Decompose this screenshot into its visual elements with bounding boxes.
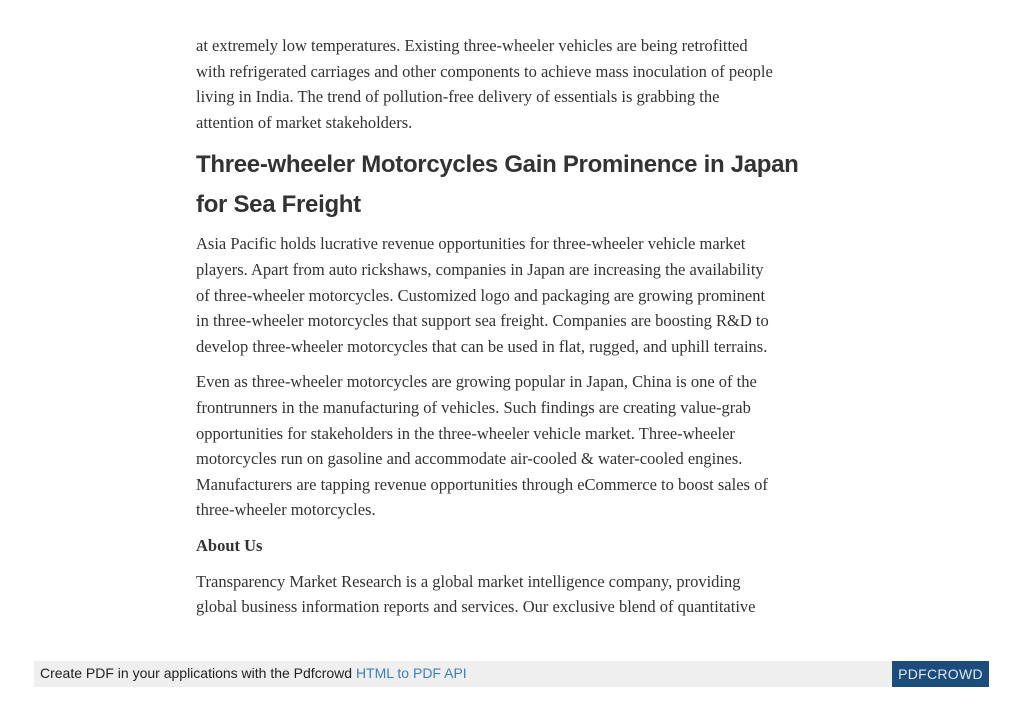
text-line: with refrigerated carriages and other components to achieve mass inoculation of people: [196, 61, 773, 81]
pdfcrowd-footer-bar: [34, 661, 989, 687]
text-line: global business information reports and services. Our exclusive blend of quantitative: [196, 597, 756, 617]
text-line: Even as three-wheeler motorcycles are growing popular in Japan, China is one of the: [196, 372, 757, 392]
text-line: develop three-wheeler motorcycles that can be used in flat, rugged, and uphill terrains.: [196, 336, 768, 356]
text-line: Transparency Market Research is a global market intelligence company, providing: [196, 571, 741, 591]
text-line: three-wheeler motorcycles.: [196, 500, 376, 520]
footer-text: [40, 665, 467, 681]
pdfcrowd-button[interactable]: PDFCROWD: [892, 661, 989, 687]
article-body: [196, 33, 836, 630]
text-line: Asia Pacific holds lucrative revenue opportunities for three-wheeler vehicle market: [196, 234, 746, 254]
text-line: players. Apart from auto rickshaws, companies in Japan are increasing the availability: [196, 259, 764, 279]
text-line: living in India. The trend of pollution-free delivery of essentials is grabbing the: [196, 87, 720, 107]
intro-paragraph: [196, 33, 836, 135]
text-line: motorcycles run on gasoline and accommodate air-cooled & water-cooled engines.: [196, 449, 743, 469]
text-line: attention of market stakeholders.: [196, 112, 413, 132]
text-line: frontrunners in the manufacturing of vehicles. Such findings are creating value-grab: [196, 397, 751, 417]
footer-message: Create PDF in your applications with the Pdfcrowd: [40, 665, 356, 681]
heading-line: for Sea Freight: [196, 191, 361, 219]
asia-pacific-paragraph: [196, 231, 836, 359]
heading-line: Three-wheeler Motorcycles Gain Prominence in Japan: [196, 151, 799, 179]
text-line: in three-wheeler motorcycles that support sea freight. Companies are boosting R&D to: [196, 311, 769, 331]
section-heading: [196, 145, 836, 225]
about-us-heading: About Us: [196, 535, 263, 555]
about-paragraph: [196, 569, 836, 620]
china-paragraph: [196, 369, 836, 523]
text-line: of three-wheeler motorcycles. Customized logo and packaging are growing prominent: [196, 285, 766, 305]
html-to-pdf-api-link[interactable]: HTML to PDF API: [355, 665, 467, 681]
text-line: opportunities for stakeholders in the three-wheeler vehicle market. Three-wheeler: [196, 423, 735, 443]
text-line: Manufacturers are tapping revenue opportunities through eCommerce to boost sales of: [196, 474, 768, 494]
text-line: at extremely low temperatures. Existing three-wheeler vehicles are being retrofitted: [196, 36, 748, 55]
